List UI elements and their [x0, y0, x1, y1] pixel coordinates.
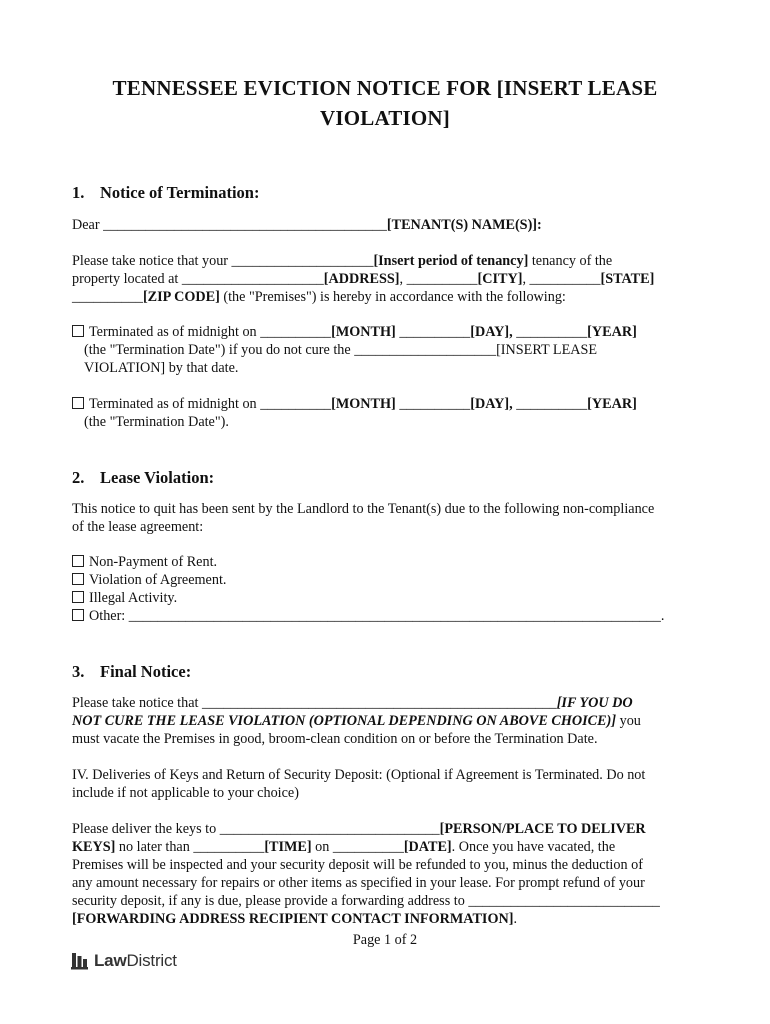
page-number: Page 1 of 2: [352, 932, 418, 948]
violation-intro-line-2: of the lease agreement:: [72, 519, 204, 535]
final-notice-line-2: NOT CURE THE LEASE VIOLATION (OPTIONAL DEPENDING ON ABOVE CHOICE)] you: [72, 713, 641, 729]
title-line-1: TENNESSEE EVICTION NOTICE FOR [INSERT LEASE: [112, 76, 658, 100]
keys-line-5: security deposit, if any is due, please provide a forwarding address to ___________________________: [72, 893, 660, 909]
keys-line-3: Premises will be inspected and your security deposit will be refunded to you, minus the deduction of: [72, 857, 643, 873]
final-notice-line-3: must vacate the Premises in good, broom-clean condition on or before the Termination Date.: [72, 731, 598, 747]
violation-item: Illegal Activity.: [72, 589, 697, 607]
checkbox-illegal-activity[interactable]: [72, 591, 84, 603]
termination-option-1-line-3: VIOLATION] by that date.: [84, 360, 239, 376]
document-title: [60, 73, 710, 133]
keys-line-4: any amount necessary for repairs or other items as specified in your lease. For prompt refund of your: [72, 875, 645, 891]
tenancy-line-2: property located at ____________________[ADDRESS], __________[CITY], __________[STATE]: [72, 271, 655, 287]
lawdistrict-logo: [70, 950, 177, 972]
title-line-2: VIOLATION]: [320, 106, 450, 130]
section-3-heading: 3. Final Notice:: [72, 662, 192, 681]
termination-option-1: Terminated as of midnight on __________[MONTH] __________[DAY], __________[YEAR]: [72, 323, 697, 341]
violation-intro-line-1: This notice to quit has been sent by the Landlord to the Tenant(s) due to the following non-compliance: [72, 501, 655, 517]
keys-line-6: [FORWARDING ADDRESS RECIPIENT CONTACT INFORMATION].: [72, 911, 518, 927]
tenancy-line-3: __________[ZIP CODE] (the "Premises") is hereby in accordance with the following:: [72, 289, 566, 305]
termination-option-1-line-2: (the "Termination Date") if you do not cure the ____________________[INSERT LEASE: [84, 342, 598, 358]
violation-item: Violation of Agreement.: [72, 571, 697, 589]
checkbox-nonpayment[interactable]: [72, 555, 84, 567]
checkbox-violation-agreement[interactable]: [72, 573, 84, 585]
violation-item: Non-Payment of Rent.: [72, 553, 697, 571]
checkbox-other[interactable]: [72, 609, 84, 621]
keys-line-1: Please deliver the keys to _______________________________[PERSON/PLACE TO DELIVER: [72, 821, 646, 837]
tenancy-line-1: Please take notice that your ____________________[Insert period of tenancy] tenancy of the: [72, 253, 613, 269]
termination-option-2-line-2: (the "Termination Date").: [84, 414, 229, 430]
deliveries-heading-line-2: include if not applicable to your choice): [72, 785, 299, 801]
section-1-heading: 1. Notice of Termination:: [72, 183, 260, 202]
section-2-heading: 2. Lease Violation:: [72, 468, 215, 487]
violation-item: Other: ___________________________________________________________________________.: [72, 607, 697, 625]
logo-wordmark: LawDistrict: [94, 951, 177, 970]
lawdistrict-logo-icon: [70, 951, 90, 971]
final-notice-line-1: Please take notice that __________________________________________________[IF YOU DO: [72, 695, 633, 711]
keys-line-2: KEYS] no later than __________[TIME] on __________[DATE]. Once you have vacated, the: [72, 839, 616, 855]
checkbox-option-1[interactable]: [72, 325, 84, 337]
deliveries-heading-line-1: IV. Deliveries of Keys and Return of Security Deposit: (Optional if Agreement is Terminated. Do not: [72, 767, 646, 783]
checkbox-option-2[interactable]: [72, 397, 84, 409]
termination-option-2: Terminated as of midnight on __________[MONTH] __________[DAY], __________[YEAR]: [72, 395, 697, 413]
dear-line: Dear ________________________________________[TENANT(S) NAME(S)]:: [72, 217, 542, 233]
